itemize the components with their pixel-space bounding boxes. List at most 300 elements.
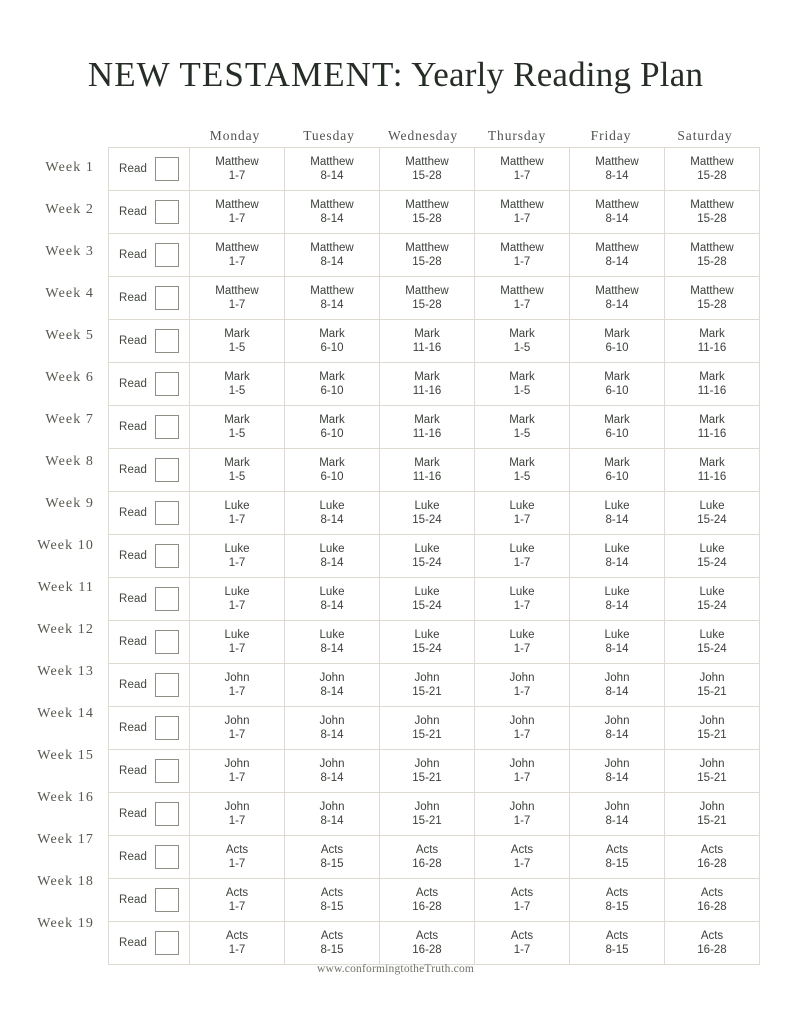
table-row bbox=[109, 363, 760, 406]
read-checkbox[interactable] bbox=[155, 673, 179, 697]
week-label: Week 5 bbox=[45, 328, 94, 343]
reading-cell bbox=[570, 234, 665, 277]
table-row bbox=[109, 320, 760, 363]
reading-range: 8-14 bbox=[320, 643, 344, 655]
reading-cell bbox=[475, 148, 570, 191]
read-cell-inner bbox=[109, 587, 189, 611]
reading-book: Luke bbox=[699, 586, 725, 598]
reading-book: Matthew bbox=[215, 242, 259, 254]
reading-range: 15-21 bbox=[697, 772, 727, 784]
reading-range: 15-21 bbox=[412, 686, 442, 698]
reading-book: John bbox=[699, 801, 725, 813]
read-checkbox[interactable] bbox=[155, 415, 179, 439]
reading-range: 1-7 bbox=[228, 686, 246, 698]
read-cell bbox=[109, 492, 190, 535]
reading-range: 8-15 bbox=[320, 858, 344, 870]
reading-book: Mark bbox=[699, 457, 725, 469]
reading-range: 1-5 bbox=[228, 471, 246, 483]
read-cell-inner bbox=[109, 931, 189, 955]
reading-cell bbox=[190, 621, 285, 664]
read-cell bbox=[109, 449, 190, 492]
reading-cell bbox=[190, 234, 285, 277]
reading-range: 1-7 bbox=[513, 815, 531, 827]
read-checkbox[interactable] bbox=[155, 200, 179, 224]
read-label: Read bbox=[119, 421, 147, 433]
reading-cell bbox=[665, 621, 760, 664]
reading-book: Matthew bbox=[500, 199, 544, 211]
read-checkbox[interactable] bbox=[155, 286, 179, 310]
reading-cell bbox=[570, 449, 665, 492]
reading-book: Luke bbox=[224, 543, 250, 555]
reading-cell bbox=[475, 707, 570, 750]
reading-book: Acts bbox=[320, 887, 344, 899]
reading-book: John bbox=[509, 801, 535, 813]
read-cell-inner bbox=[109, 673, 189, 697]
reading-book: Luke bbox=[224, 500, 250, 512]
reading-book: Luke bbox=[319, 586, 345, 598]
reading-book: Acts bbox=[510, 844, 534, 856]
reading-book: Mark bbox=[509, 457, 535, 469]
reading-range: 8-14 bbox=[605, 170, 629, 182]
reading-book: Mark bbox=[604, 414, 630, 426]
reading-book: Luke bbox=[604, 543, 630, 555]
reading-book: Matthew bbox=[595, 285, 639, 297]
reading-book: John bbox=[509, 715, 535, 727]
reading-cell bbox=[570, 535, 665, 578]
day-header-friday: Friday bbox=[590, 128, 632, 143]
reading-book: Mark bbox=[699, 414, 725, 426]
reading-book: John bbox=[414, 715, 440, 727]
reading-range: 8-14 bbox=[320, 213, 344, 225]
reading-range: 15-24 bbox=[412, 600, 442, 612]
table-row bbox=[109, 707, 760, 750]
reading-book: John bbox=[509, 758, 535, 770]
reading-range: 6-10 bbox=[320, 471, 344, 483]
reading-book: Acts bbox=[415, 844, 439, 856]
read-checkbox[interactable] bbox=[155, 243, 179, 267]
reading-range: 6-10 bbox=[320, 428, 344, 440]
reading-book: Mark bbox=[604, 371, 630, 383]
week-label: Week 7 bbox=[45, 412, 94, 427]
reading-range: 15-28 bbox=[697, 299, 727, 311]
reading-range: 8-14 bbox=[605, 729, 629, 741]
read-cell-inner bbox=[109, 888, 189, 912]
reading-book: John bbox=[509, 672, 535, 684]
day-header-monday: Monday bbox=[209, 128, 261, 143]
reading-cell bbox=[380, 234, 475, 277]
reading-book: Luke bbox=[509, 586, 535, 598]
reading-range: 11-16 bbox=[697, 428, 727, 440]
reading-cell bbox=[570, 922, 665, 965]
read-label: Read bbox=[119, 636, 147, 648]
reading-range: 1-5 bbox=[513, 385, 531, 397]
reading-range: 8-14 bbox=[605, 686, 629, 698]
reading-range: 1-7 bbox=[513, 557, 531, 569]
reading-book: Mark bbox=[414, 414, 440, 426]
reading-book: Matthew bbox=[595, 199, 639, 211]
read-label: Read bbox=[119, 593, 147, 605]
reading-cell bbox=[665, 449, 760, 492]
reading-range: 8-14 bbox=[605, 600, 629, 612]
reading-cell bbox=[190, 793, 285, 836]
reading-book: Matthew bbox=[690, 199, 734, 211]
reading-cell bbox=[380, 836, 475, 879]
reading-cell bbox=[190, 492, 285, 535]
reading-book: Luke bbox=[604, 629, 630, 641]
reading-book: Matthew bbox=[595, 156, 639, 168]
reading-range: 16-28 bbox=[412, 858, 442, 870]
reading-cell bbox=[570, 879, 665, 922]
read-label: Read bbox=[119, 679, 147, 691]
reading-range: 1-5 bbox=[513, 342, 531, 354]
reading-plan-table-body bbox=[109, 148, 760, 965]
week-label: Week 18 bbox=[37, 874, 94, 889]
reading-cell bbox=[380, 492, 475, 535]
reading-book: Mark bbox=[319, 371, 345, 383]
reading-cell bbox=[380, 621, 475, 664]
reading-cell bbox=[570, 664, 665, 707]
reading-cell bbox=[380, 320, 475, 363]
reading-book: Matthew bbox=[595, 242, 639, 254]
reading-cell bbox=[190, 922, 285, 965]
reading-cell bbox=[190, 320, 285, 363]
reading-book: Luke bbox=[699, 629, 725, 641]
reading-cell bbox=[190, 191, 285, 234]
reading-book: Luke bbox=[224, 629, 250, 641]
read-label: Read bbox=[119, 894, 147, 906]
reading-book: Matthew bbox=[690, 156, 734, 168]
reading-book: Matthew bbox=[500, 156, 544, 168]
reading-book: John bbox=[319, 715, 345, 727]
reading-cell bbox=[190, 750, 285, 793]
read-checkbox[interactable] bbox=[155, 759, 179, 783]
reading-range: 8-14 bbox=[320, 299, 344, 311]
reading-book: Luke bbox=[414, 586, 440, 598]
table-row bbox=[109, 578, 760, 621]
reading-book: John bbox=[319, 801, 345, 813]
reading-range: 8-14 bbox=[605, 557, 629, 569]
reading-cell bbox=[380, 879, 475, 922]
reading-range: 8-14 bbox=[320, 686, 344, 698]
reading-range: 15-24 bbox=[412, 514, 442, 526]
reading-range: 8-14 bbox=[605, 213, 629, 225]
reading-book: Mark bbox=[319, 414, 345, 426]
read-checkbox[interactable] bbox=[155, 157, 179, 181]
reading-range: 15-24 bbox=[697, 643, 727, 655]
reading-cell bbox=[665, 664, 760, 707]
read-checkbox[interactable] bbox=[155, 802, 179, 826]
week-label: Week 19 bbox=[37, 916, 94, 931]
read-checkbox[interactable] bbox=[155, 931, 179, 955]
reading-range: 1-7 bbox=[228, 643, 246, 655]
reading-range: 15-24 bbox=[697, 600, 727, 612]
week-label-column bbox=[8, 147, 102, 945]
table-row bbox=[109, 191, 760, 234]
reading-book: Mark bbox=[224, 457, 250, 469]
reading-book: Luke bbox=[509, 543, 535, 555]
reading-range: 16-28 bbox=[697, 858, 727, 870]
reading-book: Luke bbox=[604, 500, 630, 512]
reading-book: Luke bbox=[414, 500, 440, 512]
reading-range: 11-16 bbox=[697, 385, 727, 397]
reading-cell bbox=[190, 449, 285, 492]
reading-book: John bbox=[319, 672, 345, 684]
read-label: Read bbox=[119, 464, 147, 476]
reading-cell bbox=[570, 793, 665, 836]
reading-range: 8-15 bbox=[320, 944, 344, 956]
reading-cell bbox=[475, 449, 570, 492]
read-label: Read bbox=[119, 765, 147, 777]
reading-range: 8-14 bbox=[320, 256, 344, 268]
reading-cell bbox=[570, 621, 665, 664]
reading-range: 1-5 bbox=[513, 428, 531, 440]
reading-range: 8-14 bbox=[320, 729, 344, 741]
reading-cell bbox=[380, 922, 475, 965]
reading-book: Mark bbox=[604, 328, 630, 340]
reading-cell bbox=[190, 277, 285, 320]
reading-book: Mark bbox=[699, 328, 725, 340]
reading-cell bbox=[570, 492, 665, 535]
table-row bbox=[109, 277, 760, 320]
day-header-tuesday: Tuesday bbox=[303, 128, 355, 143]
read-label: Read bbox=[119, 808, 147, 820]
reading-range: 8-14 bbox=[320, 600, 344, 612]
reading-range: 15-21 bbox=[697, 729, 727, 741]
reading-book: Acts bbox=[320, 844, 344, 856]
reading-cell bbox=[285, 578, 380, 621]
reading-range: 1-7 bbox=[228, 256, 246, 268]
read-checkbox[interactable] bbox=[155, 845, 179, 869]
reading-range: 1-5 bbox=[228, 428, 246, 440]
reading-range: 1-7 bbox=[513, 858, 531, 870]
week-label: Week 8 bbox=[45, 454, 94, 469]
reading-book: Luke bbox=[509, 500, 535, 512]
read-checkbox[interactable] bbox=[155, 501, 179, 525]
reading-range: 1-7 bbox=[513, 643, 531, 655]
reading-cell bbox=[475, 879, 570, 922]
reading-cell bbox=[475, 664, 570, 707]
reading-cell bbox=[285, 836, 380, 879]
reading-cell bbox=[285, 406, 380, 449]
reading-cell bbox=[475, 277, 570, 320]
reading-cell bbox=[665, 922, 760, 965]
reading-range: 8-14 bbox=[605, 815, 629, 827]
reading-range: 15-28 bbox=[412, 213, 442, 225]
table-row bbox=[109, 406, 760, 449]
reading-book: Mark bbox=[509, 414, 535, 426]
read-checkbox[interactable] bbox=[155, 888, 179, 912]
read-checkbox[interactable] bbox=[155, 329, 179, 353]
day-header-wednesday: Wednesday bbox=[388, 128, 458, 143]
reading-range: 8-14 bbox=[320, 514, 344, 526]
reading-range: 15-28 bbox=[412, 256, 442, 268]
reading-book: Acts bbox=[510, 887, 534, 899]
read-cell bbox=[109, 879, 190, 922]
reading-cell bbox=[190, 707, 285, 750]
table-row bbox=[109, 664, 760, 707]
reading-range: 1-5 bbox=[513, 471, 531, 483]
reading-plan-table bbox=[108, 147, 760, 965]
reading-cell bbox=[380, 707, 475, 750]
reading-book: Mark bbox=[699, 371, 725, 383]
reading-range: 6-10 bbox=[605, 428, 629, 440]
reading-range: 11-16 bbox=[697, 471, 727, 483]
reading-book: Matthew bbox=[690, 242, 734, 254]
table-row bbox=[109, 621, 760, 664]
reading-book: Acts bbox=[225, 844, 249, 856]
reading-book: Matthew bbox=[405, 285, 449, 297]
footer-url: www.conformingtotheTruth.com bbox=[316, 963, 475, 975]
read-checkbox[interactable] bbox=[155, 544, 179, 568]
reading-cell bbox=[285, 535, 380, 578]
table-row bbox=[109, 922, 760, 965]
reading-range: 1-7 bbox=[513, 514, 531, 526]
reading-book: Luke bbox=[604, 586, 630, 598]
reading-book: Acts bbox=[605, 887, 629, 899]
read-cell-inner bbox=[109, 716, 189, 740]
reading-book: Luke bbox=[414, 629, 440, 641]
reading-book: John bbox=[699, 672, 725, 684]
reading-cell bbox=[475, 406, 570, 449]
reading-book: Acts bbox=[225, 887, 249, 899]
reading-range: 1-5 bbox=[228, 385, 246, 397]
reading-cell bbox=[190, 879, 285, 922]
read-cell-inner bbox=[109, 501, 189, 525]
reading-cell bbox=[665, 793, 760, 836]
reading-cell bbox=[570, 363, 665, 406]
reading-book: Matthew bbox=[405, 242, 449, 254]
read-cell bbox=[109, 621, 190, 664]
read-cell-inner bbox=[109, 415, 189, 439]
reading-cell bbox=[285, 793, 380, 836]
reading-cell bbox=[380, 750, 475, 793]
reading-book: Matthew bbox=[215, 199, 259, 211]
reading-book: Acts bbox=[700, 930, 724, 942]
reading-book: John bbox=[224, 758, 250, 770]
reading-range: 1-7 bbox=[513, 772, 531, 784]
reading-cell bbox=[285, 922, 380, 965]
reading-cell bbox=[665, 363, 760, 406]
week-label: Week 2 bbox=[45, 202, 94, 217]
reading-book: Matthew bbox=[310, 242, 354, 254]
read-cell-inner bbox=[109, 243, 189, 267]
reading-book: Matthew bbox=[405, 156, 449, 168]
reading-cell bbox=[475, 621, 570, 664]
reading-book: Luke bbox=[319, 543, 345, 555]
read-cell bbox=[109, 836, 190, 879]
reading-book: Mark bbox=[319, 457, 345, 469]
reading-book: Mark bbox=[414, 371, 440, 383]
reading-cell bbox=[665, 320, 760, 363]
reading-book: John bbox=[699, 715, 725, 727]
reading-range: 1-7 bbox=[228, 170, 246, 182]
week-label: Week 15 bbox=[37, 748, 94, 763]
read-cell-inner bbox=[109, 286, 189, 310]
reading-range: 11-16 bbox=[412, 342, 442, 354]
reading-range: 8-15 bbox=[605, 944, 629, 956]
read-cell-inner bbox=[109, 802, 189, 826]
reading-book: John bbox=[699, 758, 725, 770]
reading-cell bbox=[475, 750, 570, 793]
read-checkbox[interactable] bbox=[155, 630, 179, 654]
reading-cell bbox=[570, 320, 665, 363]
reading-cell bbox=[665, 535, 760, 578]
reading-cell bbox=[570, 277, 665, 320]
reading-cell bbox=[475, 793, 570, 836]
reading-range: 1-7 bbox=[228, 901, 246, 913]
reading-book: Matthew bbox=[310, 156, 354, 168]
reading-cell bbox=[570, 406, 665, 449]
reading-book: John bbox=[604, 801, 630, 813]
reading-book: Acts bbox=[415, 887, 439, 899]
page-title-caps: NEW TESTAMENT: bbox=[87, 55, 404, 94]
reading-range: 15-24 bbox=[412, 643, 442, 655]
reading-range: 8-14 bbox=[605, 772, 629, 784]
read-checkbox[interactable] bbox=[155, 458, 179, 482]
reading-range: 15-28 bbox=[697, 256, 727, 268]
read-checkbox[interactable] bbox=[155, 372, 179, 396]
reading-cell bbox=[665, 234, 760, 277]
reading-cell bbox=[380, 191, 475, 234]
read-cell-inner bbox=[109, 458, 189, 482]
reading-book: Luke bbox=[319, 629, 345, 641]
read-checkbox[interactable] bbox=[155, 587, 179, 611]
read-cell-inner bbox=[109, 845, 189, 869]
reading-cell bbox=[380, 363, 475, 406]
reading-cell bbox=[665, 879, 760, 922]
reading-book: John bbox=[414, 758, 440, 770]
table-row bbox=[109, 836, 760, 879]
reading-range: 15-28 bbox=[697, 170, 727, 182]
reading-cell bbox=[665, 750, 760, 793]
reading-book: John bbox=[224, 801, 250, 813]
reading-range: 15-21 bbox=[697, 815, 727, 827]
read-label: Read bbox=[119, 937, 147, 949]
reading-book: Acts bbox=[415, 930, 439, 942]
reading-cell bbox=[285, 707, 380, 750]
reading-book: Mark bbox=[509, 328, 535, 340]
reading-cell bbox=[380, 406, 475, 449]
week-label: Week 1 bbox=[45, 160, 94, 175]
reading-range: 1-7 bbox=[228, 815, 246, 827]
reading-cell bbox=[285, 750, 380, 793]
reading-cell bbox=[190, 836, 285, 879]
reading-cell bbox=[190, 148, 285, 191]
reading-range: 1-7 bbox=[228, 213, 246, 225]
reading-range: 1-7 bbox=[228, 772, 246, 784]
reading-range: 1-7 bbox=[513, 299, 531, 311]
reading-range: 8-14 bbox=[605, 643, 629, 655]
reading-range: 1-7 bbox=[228, 944, 246, 956]
reading-range: 1-7 bbox=[513, 256, 531, 268]
reading-range: 8-14 bbox=[605, 256, 629, 268]
reading-range: 15-28 bbox=[697, 213, 727, 225]
reading-range: 1-7 bbox=[513, 944, 531, 956]
reading-range: 1-7 bbox=[513, 901, 531, 913]
reading-book: Acts bbox=[225, 930, 249, 942]
read-cell bbox=[109, 707, 190, 750]
reading-cell bbox=[380, 277, 475, 320]
reading-cell bbox=[665, 707, 760, 750]
reading-book: Acts bbox=[700, 887, 724, 899]
reading-range: 15-24 bbox=[412, 557, 442, 569]
reading-book: Matthew bbox=[500, 285, 544, 297]
reading-cell bbox=[570, 836, 665, 879]
reading-cell bbox=[475, 578, 570, 621]
read-checkbox[interactable] bbox=[155, 716, 179, 740]
reading-book: Mark bbox=[414, 328, 440, 340]
reading-book: Matthew bbox=[405, 199, 449, 211]
